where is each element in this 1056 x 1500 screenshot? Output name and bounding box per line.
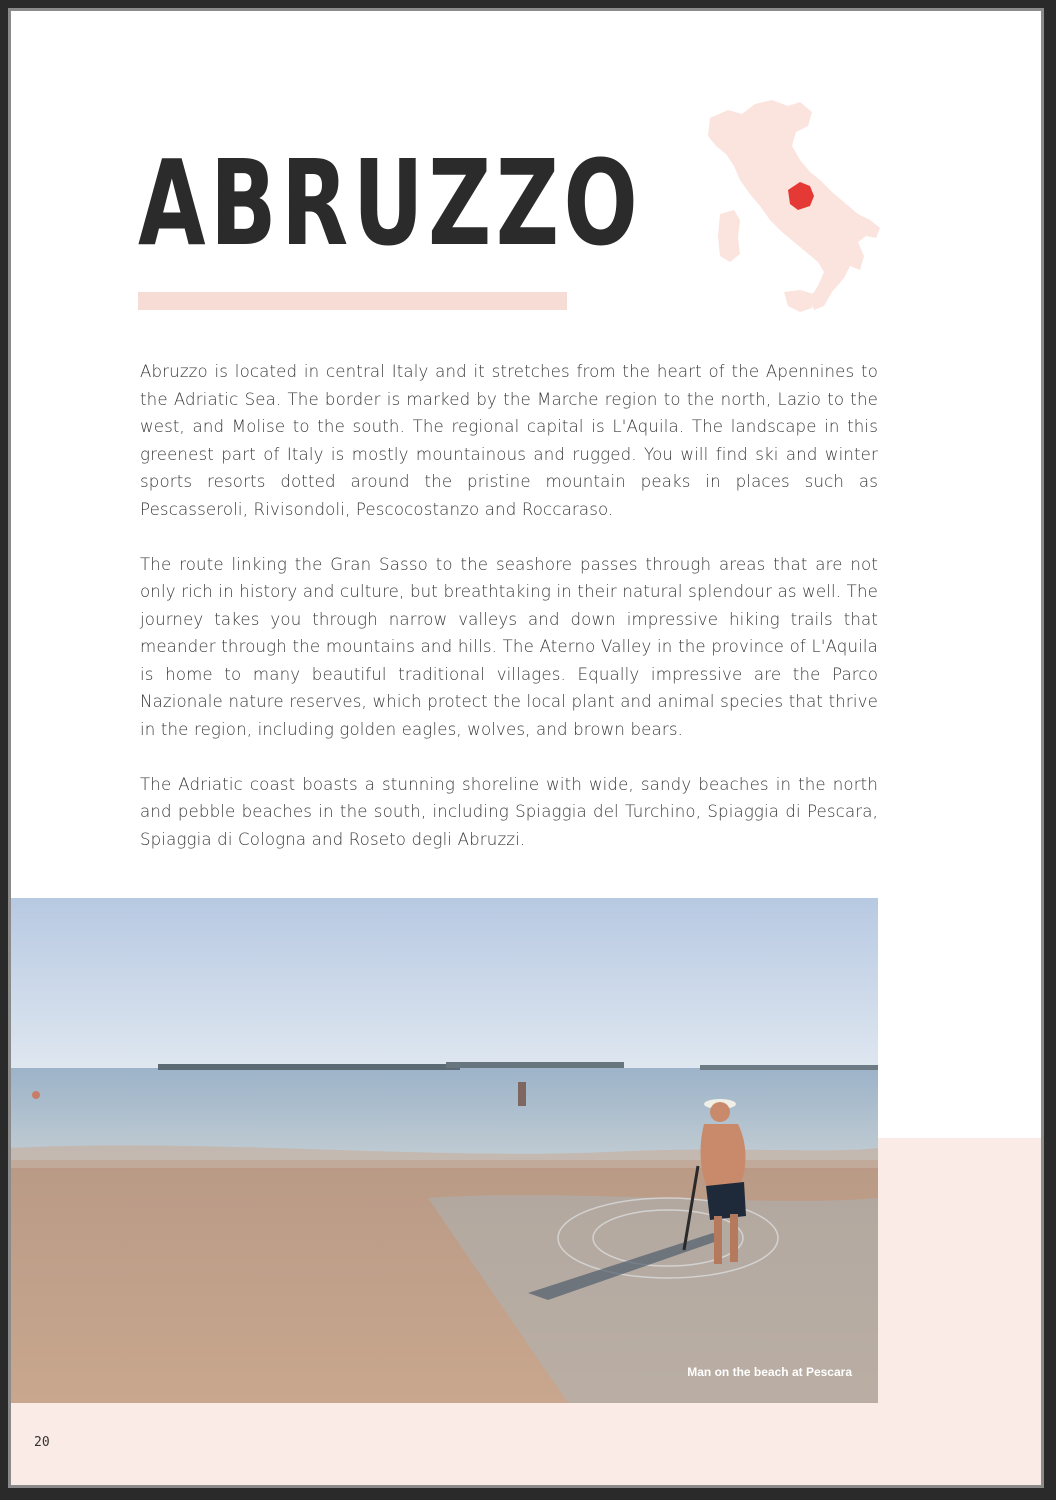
photo-breakwater-left: [158, 1064, 460, 1070]
italy-map-icon: [700, 96, 885, 321]
photo-breakwater-right: [446, 1062, 624, 1068]
page-number: 20: [34, 1435, 50, 1450]
photo-swimmer-2: [518, 1082, 526, 1106]
paragraph-1: Abruzzo is located in central Italy and it stretches from the heart of the Apennines to the Adriatic Sea. The border is marked by the Marche region to the north, Lazio to the west, and Molise to the south. The regional capital is L'Aquila. The landscape in this greenest part of Italy is mostly mountainous and rugged. You will find ski and winter sports resorts dotted around the pristine mountain peaks in places such as Pescasseroli, Rivisondoli, Pescocostanzo and Roccaraso.: [140, 362, 878, 519]
photo-caption: Man on the beach at Pescara: [687, 1365, 852, 1379]
italy-map: [700, 96, 885, 321]
article-body: [140, 358, 878, 881]
photo-breakwater-far: [700, 1065, 878, 1070]
paragraph-3: The Adriatic coast boasts a stunning shoreline with wide, sandy beaches in the north and pebble beaches in the south, including Spiaggia del Turchino, Spiaggia di Pescara, Spiaggia di Cologna and Roseto degli Abruzzi.: [140, 774, 878, 849]
beach-photo-illustration: [8, 898, 878, 1403]
photo-swimmer-1: [32, 1091, 40, 1099]
paragraph-2: The route linking the Gran Sasso to the seashore passes through areas that are not only rich in history and culture, but breathtaking in their natural splendour as well. The journey takes you through narrow valleys and down impressive hiking trails that meander through the mountains and hills. The Aterno Valley in the province of L'Aquila is home to many beautiful traditional villages. Equally impressive are the Parco Nazionale nature reserves, which protect the local plant and animal species that thrive in the region, including golden eagles, wolves, and brown bears.: [140, 554, 878, 739]
page-title: ABRUZZO: [138, 134, 643, 272]
beach-photo: [8, 898, 878, 1403]
title-underline: [138, 292, 567, 310]
sardinia-shape: [718, 210, 740, 262]
photo-sky: [8, 898, 878, 1070]
sicily-shape: [784, 290, 814, 312]
